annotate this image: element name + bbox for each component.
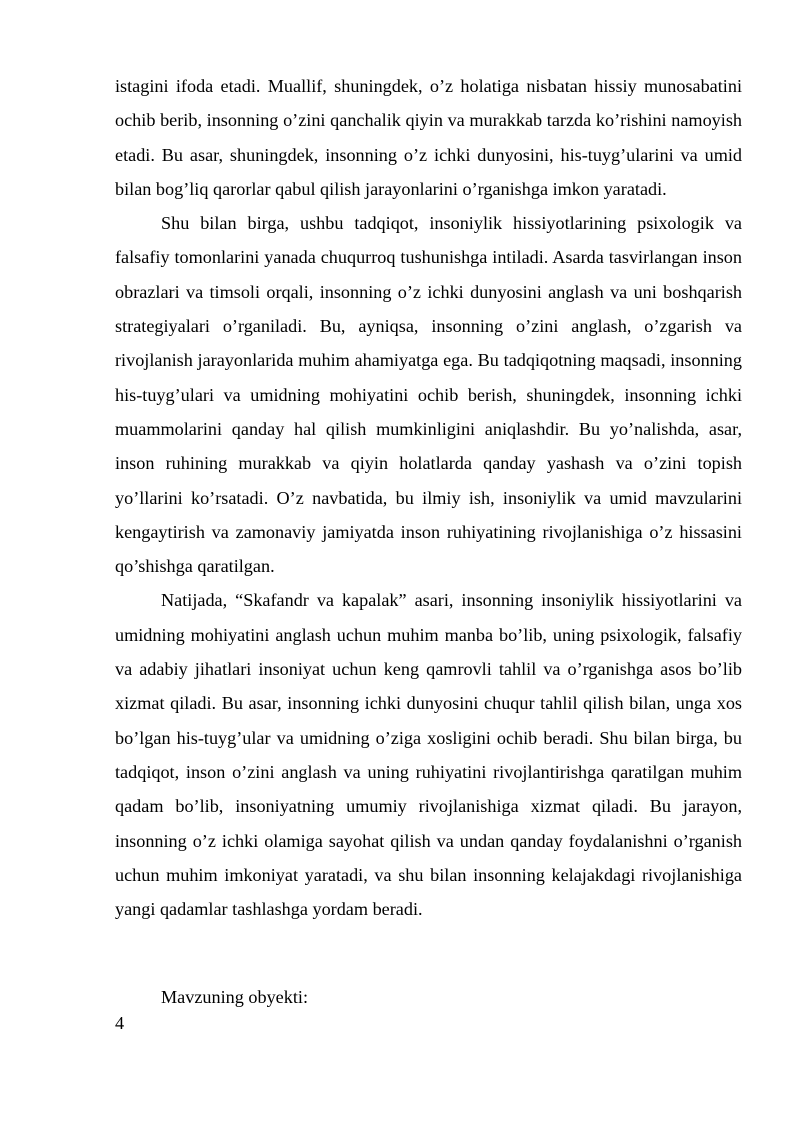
paragraph-conclusion: Natijada, “Skafandr va kapalak” asari, insonning insoniylik hissiyotlarini va umidning mohiyatini anglash uchun muhim manba bo’lib, uning psixologik, falsafiy va adabiy jihatlari insoniyat uchun keng qamrovli tahlil va o’rganishga asos bo’lib xizmat qiladi. Bu asar, insonning ichki dunyosini chuqur tahlil qilish bilan, unga xos bo’lgan his-tuyg’ular va umidning o’ziga xosligini ochib beradi. Shu bilan birga, bu tadqiqot, inson o’zini anglash va uning ruhiyatini rivojlantirishga qaratilgan muhim qadam bo’lib, insoniyatning umumiy rivojlanishiga xizmat qiladi. Bu jarayon, insonning o’z ichki olamiga sayohat qilish va undan qanday foydalanishni o’rganish uchun muhim imkoniyat yaratadi, va shu bilan insonning kelajakdagi rivojlanishiga yangi qadamlar tashlashga yordam beradi. — [115, 590, 742, 920]
paragraph-continuation: istagini ifoda etadi. Muallif, shuningdek, o’z holatiga nisbatan hissiy munosabatini ochib berib, insonning o’zini qanchalik qiyin va murakkab tarzda ko’rishini namoyish etadi. Bu asar, shuningdek, insonning o’z ichki dunyosini, his-tuyg’ularini va umid bilan bog’liq qarorlar qabul qilish jarayonlarini o’rganishga imkon yaratadi. — [115, 76, 742, 199]
page-number: 4 — [115, 1013, 125, 1033]
paragraph-research-aim: Shu bilan birga, ushbu tadqiqot, insoniylik hissiyotlarining psixologik va falsafiy tomonlarini yanada chuqurroq tushunishga intiladi. Asarda tasvirlangan inson obrazlari va timsoli orqali, insonning o’z ichki dunyosini anglash va uni boshqarish strategiyalari o’rganiladi. Bu, ayniqsa, insonning o’zini anglash, o’zgarish va rivojlanish jarayonlarida muhim ahamiyatga ega. Bu tadqiqotning maqsadi, insonning his-tuyg’ulari va umidning mohiyatini ochib berish, shuningdek, insonning ichki muammolarini qanday hal qilish mumkinligini aniqlashdir. Bu yo’nalishda, asar, inson ruhining murakkab va qiyin holatlarda qanday yashash va o’zini topish yo’llarini ko’rsatadi. O’z navbatida, bu ilmiy ish, insoniylik va umid mavzularini kengaytirish va zamonaviy jamiyatda inson ruhiyatining rivojlanishiga o’z hissasini qo’shishga qaratilgan. — [115, 213, 742, 577]
section-heading: Mavzuning obyekti: — [161, 987, 308, 1007]
document-body — [115, 69, 742, 926]
